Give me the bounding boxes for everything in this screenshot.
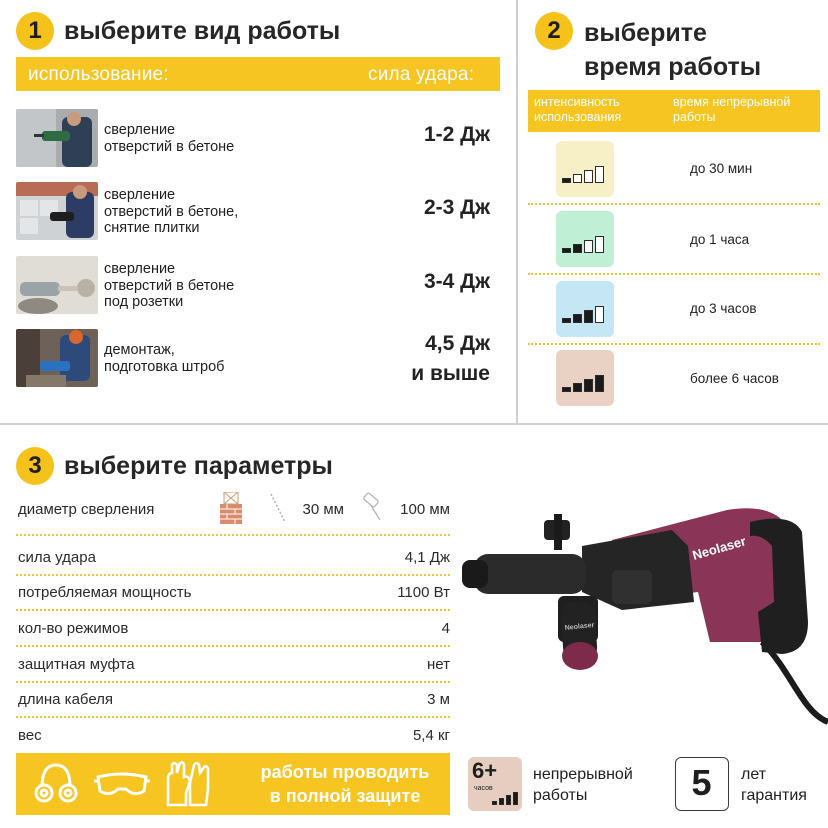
intensity-bars-icon [562,306,604,323]
warranty-number: 5 [691,762,712,803]
intensity-box-3 [556,281,614,337]
param-row [16,653,450,679]
continuous-work-badge [468,757,522,811]
param-label: сила удара [18,549,96,566]
intensity-box-1 [556,141,614,197]
row-separator [16,574,450,576]
work-photo-demolition [16,329,98,387]
param-row [16,688,450,714]
param-row [16,546,450,572]
work-photo-socket-drilling [16,256,98,314]
gloves-icon [160,759,216,814]
section2-number-badge: 2 [535,12,573,50]
work-desc: сверление отверстий в бетоне под розетки [104,261,235,310]
section2-col-time: время непрерывной работы [673,95,791,124]
param-label: диаметр сверления [18,501,155,518]
continuous-work-number: 6+ [472,758,498,783]
brick-wall-icon [216,492,246,531]
work-desc: демонтаж, подготовка штроб [104,342,225,375]
work-energy: 3-4 Дж [423,270,490,293]
safety-text: работы проводить в полной защите [260,762,430,806]
intensity-time: более 6 часов [690,371,779,386]
param-value: 4,1 Дж [404,549,450,566]
param-value: 5,4 кг [412,727,450,744]
intensity-time: до 3 часов [690,301,757,316]
section3-number-badge: 3 [16,447,54,485]
work-photo-drilling [16,109,98,167]
row-separator [16,645,450,647]
section1-col-force: сила удара: [368,64,475,85]
intensity-box-2 [556,211,614,267]
work-row [16,109,496,169]
work-row [16,256,496,316]
row-separator [528,343,820,345]
warranty-badge [675,757,729,811]
continuous-work-unit: часов [474,785,493,792]
param-value-concrete: 30 мм [302,501,344,518]
param-label: длина кабеля [18,691,114,708]
row-separator [528,273,820,275]
crown-bit-icon [358,492,384,529]
continuous-work-text: непрерывной работы [533,766,633,804]
param-value: 3 м [427,691,450,708]
work-row [16,329,496,389]
intensity-time: до 30 мин [690,161,753,176]
intensity-box-4 [556,350,614,406]
vertical-divider [516,0,518,424]
safety-banner [16,753,450,815]
param-row [16,724,450,750]
rotary-hammer-image [462,492,828,750]
param-value: 4 [441,620,450,637]
row-separator [16,609,450,611]
param-row [16,581,450,607]
row-separator [16,716,450,718]
ear-protection-icon [32,761,80,812]
product-brand-logo: Neolaser [690,533,748,563]
param-row-drill-diameter [16,498,450,524]
param-value: 1100 Вт [397,584,450,601]
param-value: нет [427,656,450,673]
work-energy: 2-3 Дж [423,196,490,219]
safety-goggles-icon [94,769,150,804]
horizontal-divider [0,423,828,425]
intensity-bars-icon [562,166,604,183]
section1-title: выберите вид работы [64,17,341,45]
section3-title: выберите параметры [64,452,333,480]
warranty-text: лет гарантия [741,766,807,804]
param-label: кол-во режимов [18,620,129,637]
work-energy: 1-2 Дж [423,123,490,146]
intensity-time: до 1 часа [690,232,750,247]
work-row [16,182,496,242]
param-row [16,617,450,643]
row-separator [528,203,820,205]
intensity-bars-icon [492,792,518,805]
work-desc: сверление отверстий в бетоне, снятие плитки [104,187,239,236]
row-separator [16,681,450,683]
intensity-bars-icon [562,375,604,392]
row-separator [16,534,450,536]
section2-title: выберите время работы [584,19,762,81]
intensity-bars-icon [562,236,604,253]
drill-bit-icon [268,492,288,529]
param-label: защитная муфта [18,656,135,673]
handle-brand-logo: Neolaser [564,621,595,632]
work-desc: сверление отверстий в бетоне [104,122,235,155]
param-label: вес [18,727,42,744]
section1-number-badge: 1 [16,12,54,50]
work-energy: 4,5 Дж и выше [411,332,490,385]
param-label: потребляемая мощность [18,584,192,601]
work-photo-tile-removal [16,182,98,240]
section2-col-intensity: интенсивность использования [534,95,622,124]
param-value-crown: 100 мм [400,501,450,518]
section1-col-usage: использование: [28,64,169,85]
